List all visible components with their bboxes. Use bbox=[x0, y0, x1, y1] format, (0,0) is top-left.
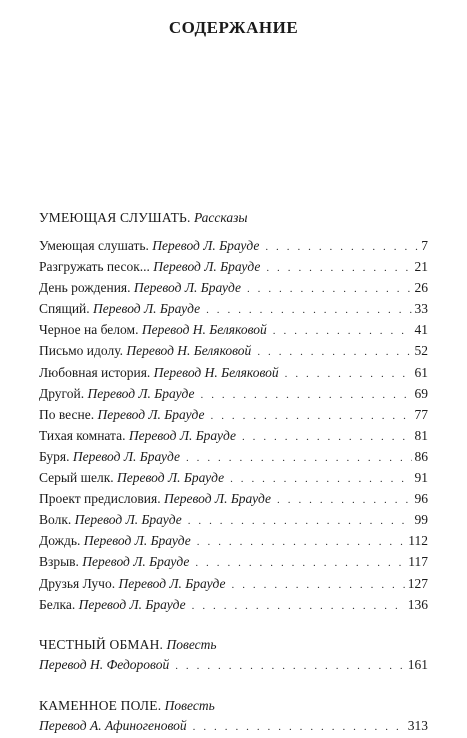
toc-entry[interactable] bbox=[39, 551, 428, 572]
dot-leader bbox=[206, 300, 411, 321]
section-kind: Повесть bbox=[166, 636, 217, 652]
toc-section bbox=[39, 635, 428, 675]
entry-translator: Перевод Л. Брауде bbox=[72, 448, 180, 464]
section-name: ЧЕСТНЫЙ ОБМАН. bbox=[39, 636, 164, 652]
toc-entry[interactable] bbox=[39, 256, 428, 277]
toc-entry[interactable] bbox=[39, 298, 428, 319]
toc-entry[interactable] bbox=[39, 594, 428, 615]
dot-leader bbox=[285, 364, 412, 385]
dot-leader bbox=[195, 553, 405, 574]
section-kind: Рассказы bbox=[193, 210, 248, 225]
entry-title: Письмо идолу. bbox=[39, 343, 123, 359]
toc-entry[interactable] bbox=[39, 277, 428, 298]
entry-translator: Перевод Л. Брауде bbox=[153, 259, 261, 275]
entry-page: 7 bbox=[421, 238, 428, 253]
entry-translator: Перевод Л. Брауде bbox=[133, 280, 241, 296]
section-heading bbox=[39, 696, 428, 715]
entry-translator: Перевод Л. Брауде bbox=[163, 491, 272, 507]
entry-translator: Перевод Л. Брауде bbox=[74, 512, 182, 528]
entry-translator: Перевод Л. Брауде bbox=[118, 575, 226, 591]
entry-title: По весне. bbox=[39, 406, 95, 422]
entry-title: Серый шелк. bbox=[39, 470, 114, 486]
toc-section bbox=[39, 696, 428, 736]
entry-page: 26 bbox=[414, 280, 428, 296]
entry-page: 86 bbox=[414, 448, 428, 464]
entry-page: 136 bbox=[407, 596, 428, 612]
toc-entry[interactable] bbox=[39, 446, 428, 467]
entry-title: Черное на белом. bbox=[39, 322, 139, 338]
dot-leader bbox=[247, 279, 412, 300]
entry-translator: Перевод Л. Брауде bbox=[78, 596, 186, 612]
dot-leader bbox=[257, 342, 411, 363]
dot-leader bbox=[186, 448, 412, 469]
entry-page: 61 bbox=[414, 364, 428, 380]
entry-translator: Перевод Л. Брауде bbox=[152, 238, 260, 253]
toc-entry[interactable] bbox=[39, 425, 428, 446]
toc-entry[interactable] bbox=[39, 404, 428, 425]
page-title: СОДЕРЖАНИЕ bbox=[168, 18, 299, 37]
dot-leader bbox=[175, 656, 405, 677]
entry-page: 21 bbox=[414, 259, 428, 275]
entry-title: Разгружать песок... bbox=[39, 259, 150, 275]
entry-page: 69 bbox=[414, 385, 428, 401]
section-heading bbox=[39, 635, 428, 654]
entry-page: 52 bbox=[414, 343, 428, 359]
entry-title: Проект предисловия. bbox=[39, 491, 161, 507]
toc-entry[interactable] bbox=[39, 383, 428, 404]
toc-section bbox=[39, 208, 428, 615]
entry-page: 112 bbox=[408, 533, 428, 549]
entry-translator: Перевод Н. Беляковой bbox=[153, 364, 279, 380]
toc-entry[interactable] bbox=[39, 654, 428, 675]
toc-entries bbox=[39, 235, 428, 615]
table-of-contents bbox=[39, 208, 428, 736]
dot-leader bbox=[242, 427, 412, 448]
toc-entry[interactable] bbox=[39, 509, 428, 530]
dot-leader bbox=[265, 237, 418, 258]
toc-entry[interactable] bbox=[39, 530, 428, 551]
dot-leader bbox=[211, 406, 412, 427]
entry-page: 99 bbox=[414, 512, 428, 528]
entry-page: 91 bbox=[414, 470, 428, 486]
entry-translator: Перевод Л. Брауде bbox=[87, 385, 195, 401]
entry-translator: Перевод Н. Федоровой bbox=[39, 656, 170, 672]
entry-page: 33 bbox=[414, 301, 428, 317]
entry-title: Тихая комната. bbox=[39, 427, 126, 443]
entry-title: Волк. bbox=[39, 512, 72, 528]
dot-leader bbox=[232, 575, 405, 596]
entry-page: 41 bbox=[414, 322, 428, 338]
entry-title: Дождь. bbox=[39, 533, 81, 549]
entry-title: Буря. bbox=[39, 448, 70, 464]
entry-page: 161 bbox=[407, 656, 428, 672]
dot-leader bbox=[193, 717, 405, 738]
dot-leader bbox=[201, 385, 412, 406]
entry-page: 81 bbox=[414, 427, 428, 443]
dot-leader bbox=[277, 490, 411, 511]
toc-entry[interactable] bbox=[39, 488, 428, 509]
entry-translator: Перевод Л. Брауде bbox=[97, 406, 205, 422]
toc-entry[interactable] bbox=[39, 319, 428, 340]
toc-entry[interactable] bbox=[39, 573, 428, 594]
entry-translator: Перевод Н. Беляковой bbox=[126, 343, 252, 359]
entry-translator: Перевод Л. Брауде bbox=[93, 301, 201, 317]
dot-leader bbox=[188, 511, 412, 532]
entry-page: 117 bbox=[408, 554, 428, 570]
section-kind: Повесть bbox=[164, 697, 215, 713]
toc-entry[interactable] bbox=[39, 715, 428, 736]
section-name: КАМЕННОЕ ПОЛЕ. bbox=[39, 697, 162, 713]
dot-leader bbox=[273, 321, 412, 342]
entry-title: Друзья Лучо. bbox=[39, 575, 116, 591]
entry-translator: Перевод Л. Брауде bbox=[83, 533, 191, 549]
toc-entry[interactable] bbox=[39, 340, 428, 361]
toc-entry[interactable] bbox=[39, 362, 428, 383]
entry-translator: Перевод Л. Брауде bbox=[128, 427, 236, 443]
entry-title: Взрыв. bbox=[39, 554, 79, 570]
section-name: УМЕЮЩАЯ СЛУШАТЬ. bbox=[39, 210, 191, 225]
entry-translator: Перевод Л. Брауде bbox=[117, 470, 225, 486]
entry-page: 96 bbox=[414, 491, 428, 507]
section-heading bbox=[39, 208, 428, 227]
dot-leader bbox=[192, 596, 405, 617]
entry-title: Другой. bbox=[39, 385, 85, 401]
entry-title: Спящий. bbox=[39, 301, 90, 317]
entry-title: Умеющая слушать. bbox=[39, 238, 149, 253]
entry-translator: Перевод А. Афиногеновой bbox=[39, 717, 187, 733]
toc-entry[interactable] bbox=[39, 467, 428, 488]
entry-title: День рождения. bbox=[39, 280, 131, 296]
entry-page: 127 bbox=[407, 575, 428, 591]
toc-entry[interactable] bbox=[39, 235, 428, 256]
entry-page: 313 bbox=[407, 717, 428, 733]
entry-translator: Перевод Н. Беляковой bbox=[141, 322, 267, 338]
dot-leader bbox=[266, 258, 411, 279]
entry-translator: Перевод Л. Брауде bbox=[82, 554, 190, 570]
entry-title: Любовная история. bbox=[39, 364, 151, 380]
entry-page: 77 bbox=[414, 406, 428, 422]
dot-leader bbox=[230, 469, 411, 490]
entry-title: Белка. bbox=[39, 596, 76, 612]
dot-leader bbox=[197, 532, 405, 553]
